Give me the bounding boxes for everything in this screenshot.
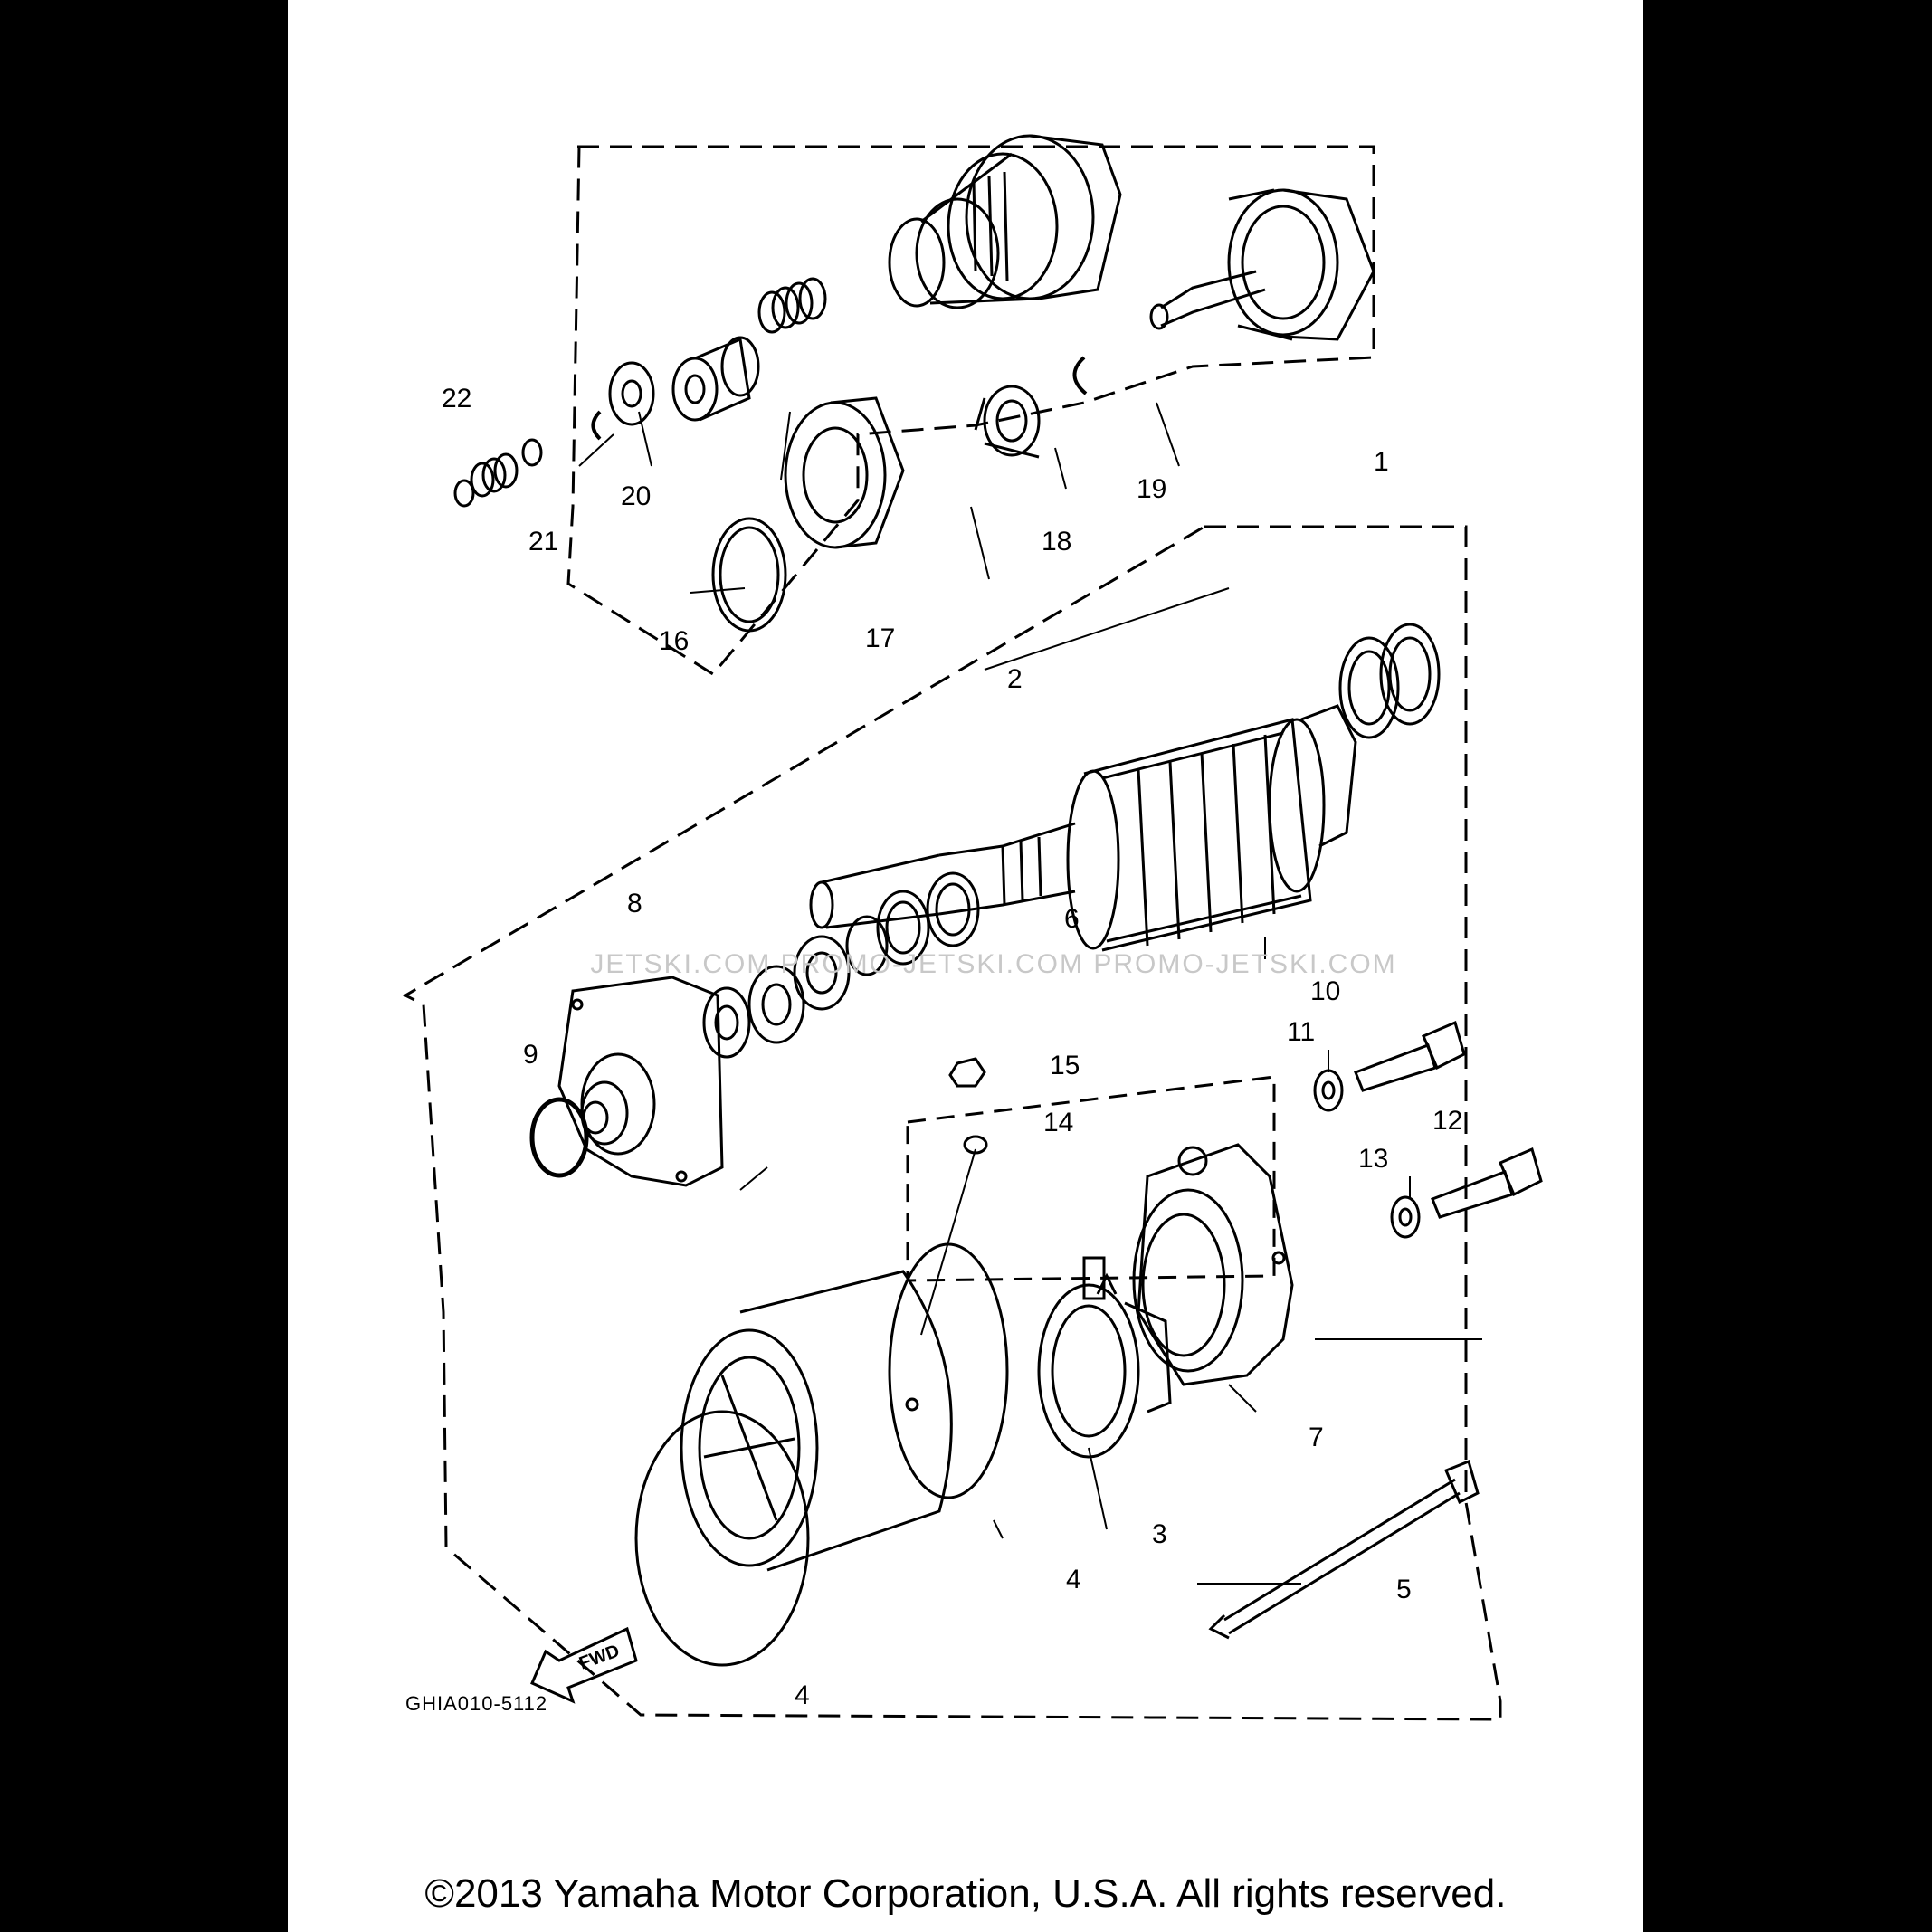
callout-16: 16 bbox=[659, 626, 690, 656]
callout-6: 6 bbox=[1064, 904, 1080, 934]
callout-19: 19 bbox=[1137, 474, 1167, 504]
fwd-label: FWD bbox=[576, 1641, 623, 1674]
callout-18: 18 bbox=[1042, 527, 1072, 557]
armature-2-part bbox=[811, 706, 1356, 950]
internal-gear-part bbox=[785, 398, 903, 547]
collar-part bbox=[673, 338, 758, 420]
callout-11: 11 bbox=[1287, 1017, 1316, 1047]
callout-8: 8 bbox=[627, 889, 642, 918]
bolt-12-part bbox=[1432, 1149, 1541, 1217]
callout-13: 13 bbox=[1358, 1144, 1389, 1174]
callout-7: 7 bbox=[1309, 1423, 1324, 1452]
callout-1: 1 bbox=[1374, 447, 1389, 477]
planet-carrier-part bbox=[1151, 190, 1374, 339]
callout-4-upper: 4 bbox=[1066, 1565, 1081, 1594]
nut-15-part bbox=[950, 1059, 985, 1086]
washer-13-part bbox=[1392, 1197, 1419, 1237]
drawing-code: GHIA010-5112 bbox=[405, 1692, 548, 1715]
pinion-clutch-part bbox=[890, 136, 1120, 308]
callout-12: 12 bbox=[1432, 1106, 1463, 1136]
callout-15: 15 bbox=[1050, 1051, 1080, 1080]
copyright-footer: ©2013 Yamaha Motor Corporation, U.S.A. All rights reserved. bbox=[424, 1871, 1507, 1916]
washers-right-part bbox=[1340, 624, 1439, 738]
o-ring-4-lower-part bbox=[636, 1412, 808, 1665]
callout-2: 2 bbox=[1007, 664, 1023, 694]
circlip-20-part bbox=[594, 412, 601, 439]
callout-3: 3 bbox=[1152, 1519, 1167, 1549]
yoke-part bbox=[681, 1271, 951, 1570]
brush-holder-3-part bbox=[1039, 1258, 1170, 1457]
washer-11-part bbox=[1315, 1071, 1342, 1110]
washer-part bbox=[610, 363, 653, 424]
callout-10: 10 bbox=[1310, 976, 1341, 1006]
callout-21: 21 bbox=[528, 527, 559, 557]
callout-4-lower: 4 bbox=[795, 1680, 810, 1710]
rear-cover-7-part bbox=[1134, 1145, 1292, 1385]
through-bolt-5-part bbox=[1211, 1461, 1478, 1638]
watermark-text: JETSKI.COM PROMO-JETSKI.COM PROMO-JETSKI.COM bbox=[590, 949, 1397, 979]
callout-17: 17 bbox=[865, 623, 896, 653]
thrust-washer-17-part bbox=[713, 519, 785, 631]
circlip-19-part bbox=[1074, 357, 1086, 394]
pin-21-22-part bbox=[455, 440, 541, 506]
callout-9: 9 bbox=[523, 1040, 538, 1070]
callout-5: 5 bbox=[1396, 1575, 1412, 1604]
starter-motor-exploded-diagram bbox=[288, 0, 1643, 1932]
bolt-10-part bbox=[1356, 1023, 1464, 1090]
callout-22: 22 bbox=[442, 384, 472, 414]
washers-left-part bbox=[795, 873, 978, 1009]
retainer-18-part bbox=[976, 386, 1039, 457]
spring-part bbox=[759, 279, 825, 332]
parts-sheet bbox=[288, 0, 1643, 1932]
callout-20: 20 bbox=[621, 481, 652, 511]
o-ring-9-part bbox=[532, 1099, 586, 1175]
callout-14: 14 bbox=[1043, 1108, 1074, 1137]
